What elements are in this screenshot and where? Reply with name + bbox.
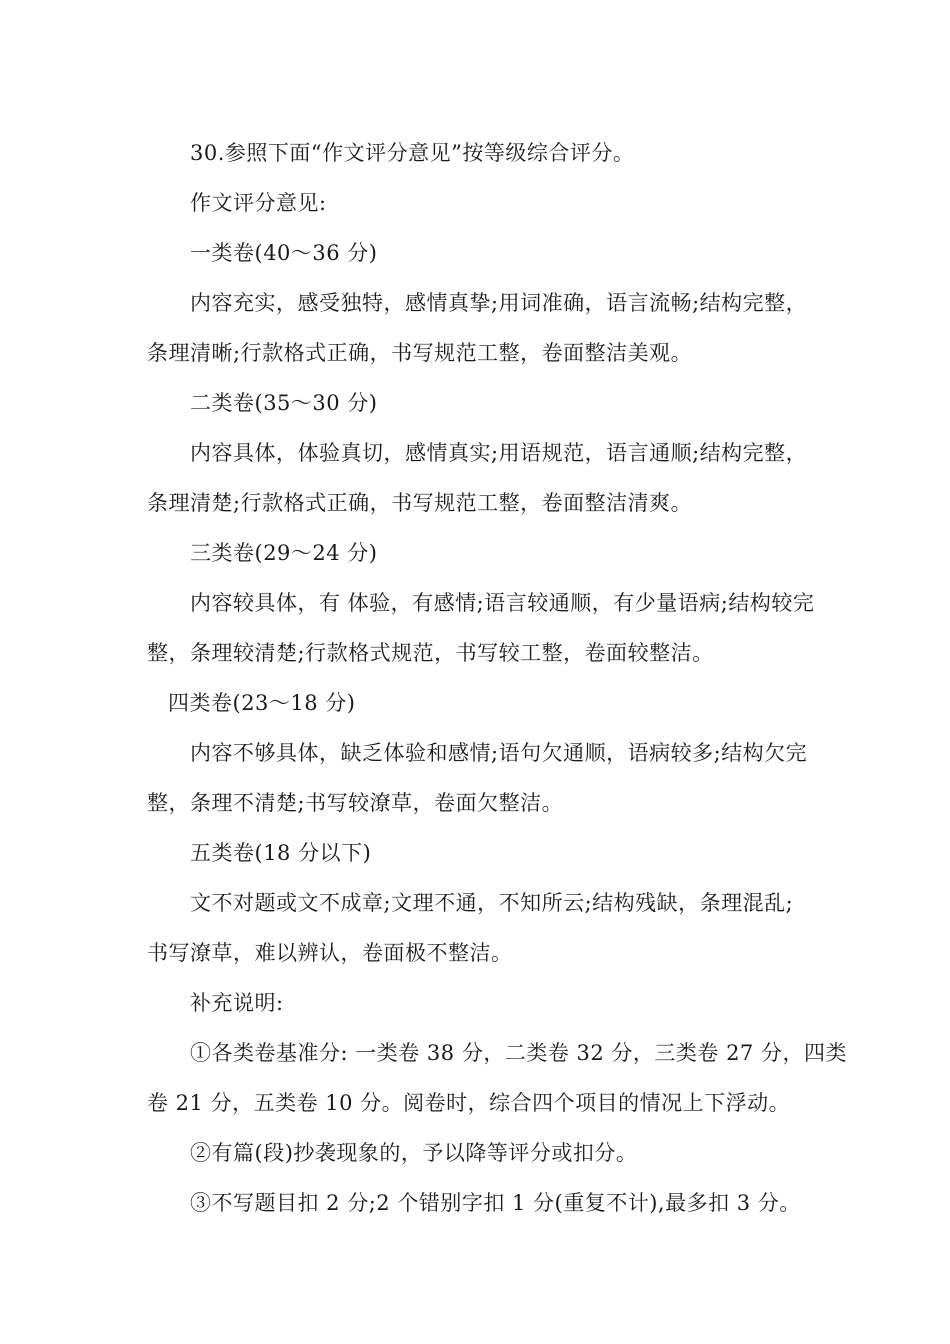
supplement-title: 补充说明: <box>190 991 284 1015</box>
supplement-note-3: ③不写题目扣 2 分;2 个错别字扣 1 分(重复不计),最多扣 3 分。 <box>190 1191 801 1215</box>
grade-1-criteria-line1: 内容充实，感受独特，感情真挚;用词准确，语言流畅;结构完整， <box>190 291 808 315</box>
grade-3-criteria-line2: 整，条理较清楚;行款格式规范，书写较工整，卷面较整洁。 <box>147 641 714 665</box>
scoring-heading: 作文评分意见: <box>190 191 327 215</box>
grade-3-criteria-line1: 内容较具体，有 体验，有感情;语言较通顺，有少量语病;结构较完 <box>190 591 815 615</box>
supplement-note-1-line1: ①各类卷基准分: 一类卷 38 分，二类卷 32 分，三类卷 27 分，四类 <box>190 1041 847 1065</box>
grade-4-criteria-line2: 整，条理不清楚;书写较潦草，卷面欠整洁。 <box>147 791 564 815</box>
grade-4-title: 四类卷(23～18 分) <box>168 691 356 715</box>
question-title: 30.参照下面“作文评分意见”按等级综合评分。 <box>190 141 635 165</box>
grade-5-criteria-line1: 文不对题或文不成章;文理不通，不知所云;结构残缺，条理混乱; <box>190 891 794 915</box>
grade-2-criteria-line1: 内容具体，体验真切，感情真实;用语规范，语言通顺;结构完整， <box>190 441 808 465</box>
supplement-note-1-line2: 卷 21 分，五类卷 10 分。阅卷时，综合四个项目的情况上下浮动。 <box>147 1091 791 1115</box>
grade-3-title: 三类卷(29～24 分) <box>190 541 378 565</box>
grade-2-title: 二类卷(35～30 分) <box>190 391 378 415</box>
supplement-note-2: ②有篇(段)抄袭现象的，予以降等评分或扣分。 <box>190 1141 638 1165</box>
grade-1-title: 一类卷(40～36 分) <box>190 241 378 265</box>
grade-1-criteria-line2: 条理清晰;行款格式正确，书写规范工整，卷面整洁美观。 <box>147 341 693 365</box>
grade-5-criteria-line2: 书写潦草，难以辨认，卷面极不整洁。 <box>147 941 513 965</box>
grade-5-title: 五类卷(18 分以下) <box>190 841 372 865</box>
grade-2-criteria-line2: 条理清楚;行款格式正确，书写规范工整，卷面整洁清爽。 <box>147 491 693 515</box>
grade-4-criteria-line1: 内容不够具体，缺乏体验和感情;语句欠通顺，语病较多;结构欠完 <box>190 741 808 765</box>
